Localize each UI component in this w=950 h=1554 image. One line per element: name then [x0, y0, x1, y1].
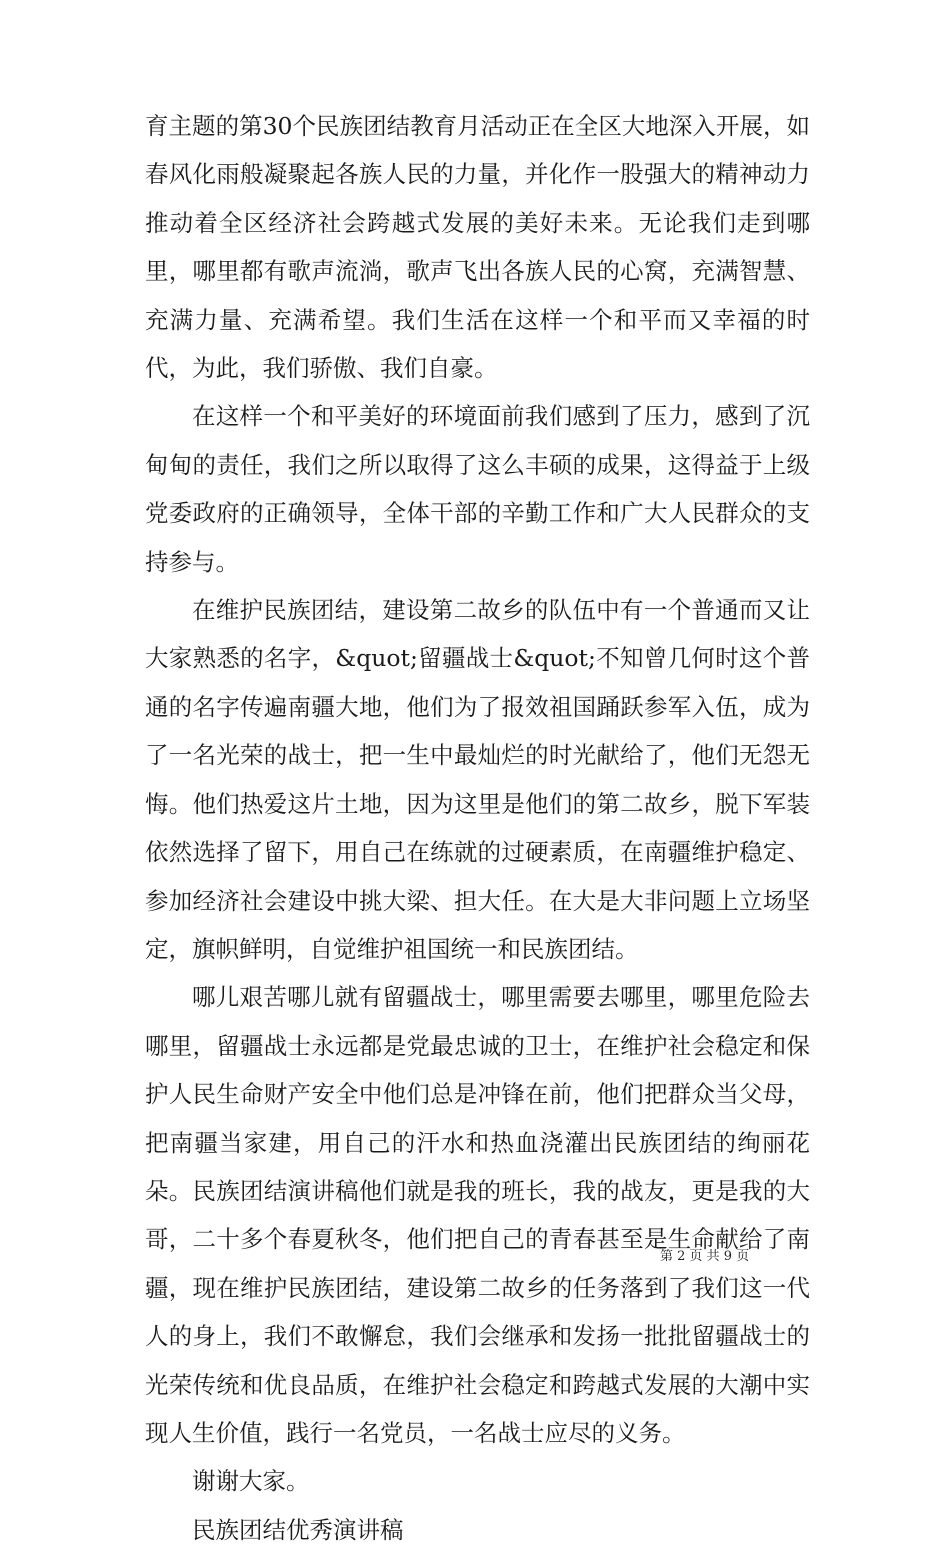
paragraph-next-title: 民族团结优秀演讲稿	[192, 1515, 404, 1544]
paragraph-continuation: 育主题的第30个民族团结教育月活动正在全区大地深入开展，如春风化雨般凝聚起各族人民的力量，并化作一股强大的精神动力推动着全区经济社会跨越式发展的美好未来。无论我们走到哪里，哪里都有歌声流淌，歌声飞出各族人民的心窝，充满智慧、充满力量、充满希望。我们生活在这样一个和平而又幸福的时代，为此，我们骄傲、我们自豪。	[145, 112, 810, 383]
paragraph-hardship: 哪儿艰苦哪儿就有留疆战士，哪里需要去哪里，哪里危险去哪里，留疆战士永远都是党最忠诚的卫士，在维护社会稳定和保护人民生命财产安全中他们总是冲锋在前，他们把群众当父母，把南疆当家建，用自己的汗水和热血浇灌出民族团结的绚丽花朵。民族团结演讲稿他们就是我的班长，我的战友，更是我的大哥，二十多个春夏秋冬，他们把自己的青春甚至是生命献给了南疆，现在维护民族团结，建设第二故乡的任务落到了我们这一代人的身上，我们不敢懈怠，我们会继承和发扬一批批留疆战士的光荣传统和优良品质，在维护社会稳定和跨越式发展的大潮中实现人生价值，践行一名党员，一名战士应尽的义务。	[145, 983, 810, 1447]
paragraph-pressure: 在这样一个和平美好的环境面前我们感到了压力，感到了沉甸甸的责任，我们之所以取得了这么丰硕的成果，这得益于上级党委政府的正确领导，全体干部的辛勤工作和广大人民群众的支持参与。	[145, 402, 810, 576]
page-number: 第 2 页 共 9 页	[660, 1249, 750, 1264]
paragraph-thanks: 谢谢大家。	[192, 1467, 310, 1496]
paragraph-soldiers: 在维护民族团结，建设第二故乡的队伍中有一个普通而又让大家熟悉的名字，&quot;留疆战士&quot;不知曾几何时这个普通的名字传遍南疆大地，他们为了报效祖国踊跃参军入伍，成为了一名光荣的战士，把一生中最灿烂的时光献给了，他们无怨无悔。他们热爱这片土地，因为这里是他们的第二故乡，脱下军装依然选择了留下，用自己在练就的过硬素质，在南疆维护稳定、参加经济社会建设中挑大梁、担大任。在大是大非问题上立场坚定，旗帜鲜明，自觉维护祖国统一和民族团结。	[145, 596, 810, 963]
document-body	[145, 102, 810, 1554]
